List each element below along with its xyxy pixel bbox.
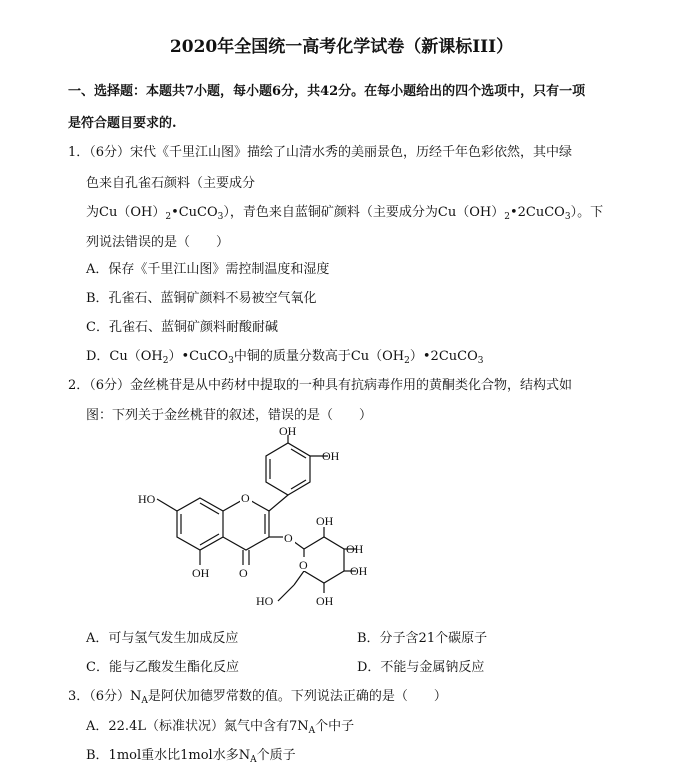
carbonyl-oxygen-label: O	[239, 566, 248, 580]
sugar-oh-label-1: OH	[316, 514, 334, 528]
q2-option-c: C．能与乙酸发生酯化反应	[86, 660, 239, 675]
hyperoside-structure	[80, 424, 368, 615]
sugar-oh-label-2: OH	[346, 542, 364, 556]
sugar-ho-label: HO	[256, 594, 274, 608]
sugar-oh-label-4: OH	[316, 594, 334, 608]
ring-oxygen-label: O	[241, 491, 250, 505]
q3-option-b: B．1mol重水比1mol水多$N_A$个质子	[86, 748, 296, 765]
q3-option-a: A．22.4L（标准状况）氮气中含有$7N_A$个中子	[86, 719, 355, 736]
q1-stem-line3: 为$Cu(OH)_2•CuCO_3$），青色来自蓝铜矿颜料（主要成分为$Cu(OH)_2•2CuCO_3$）。下	[86, 205, 604, 222]
q2-option-b: B．分子含21个碳原子	[357, 631, 488, 646]
q1-stem-line1: 1．（6分）宋代《千里江山图》描绘了山清水秀的美丽景色，历经千年色彩依然，其中绿	[68, 145, 573, 160]
q2-stem-line2: 图：下列关于金丝桃苷的叙述，错误的是（ ）	[86, 408, 373, 423]
page-title: 2020年全国统一高考化学试卷（新课标III）	[169, 37, 514, 57]
q1-option-d: D．$Cu(OH_2)•CuCO_3$中铜的质量分数高于$Cu(OH_2)•2CuCO_3$	[86, 349, 484, 366]
q2-stem-line1: 2．（6分）金丝桃苷是从中药材中提取的一种具有抗病毒作用的黄酮类化合物，结构式如	[68, 378, 573, 393]
q1-option-a: A．保存《千里江山图》需控制温度和湿度	[86, 262, 330, 277]
q2-option-d: D．不能与金属钠反应	[357, 660, 485, 675]
q2-option-a: A．可与氢气发生加成反应	[86, 631, 239, 646]
sugar-oh-label-3: OH	[350, 564, 368, 578]
oh-label-top: OH	[279, 424, 297, 438]
oh-label-right: OH	[322, 449, 340, 463]
q1-stem-line2: 色来自孔雀石颜料（主要成分	[86, 176, 256, 191]
q1-option-b: B．孔雀石、蓝铜矿颜料不易被空气氧化	[86, 291, 317, 306]
oh-label-bottom: OH	[192, 566, 210, 580]
q1-option-c: C．孔雀石、蓝铜矿颜料耐酸耐碱	[86, 320, 278, 335]
section-heading-line2: 是符合题目要求的.	[68, 116, 177, 131]
q3-stem: 3．（6分）$N_A$是阿伏加德罗常数的值。下列说法正确的是（ ）	[68, 689, 447, 706]
sugar-oxygen-label: O	[299, 558, 308, 572]
section-heading-line1: 一、选择题：本题共7小题，每小题6分，共42分。在每小题给出的四个选项中，只有一项	[68, 84, 586, 99]
ho-label-left: HO	[138, 492, 156, 506]
glycoside-oxygen-label: O	[284, 531, 293, 545]
q1-stem-line4: 列说法错误的是（ ）	[86, 235, 230, 250]
